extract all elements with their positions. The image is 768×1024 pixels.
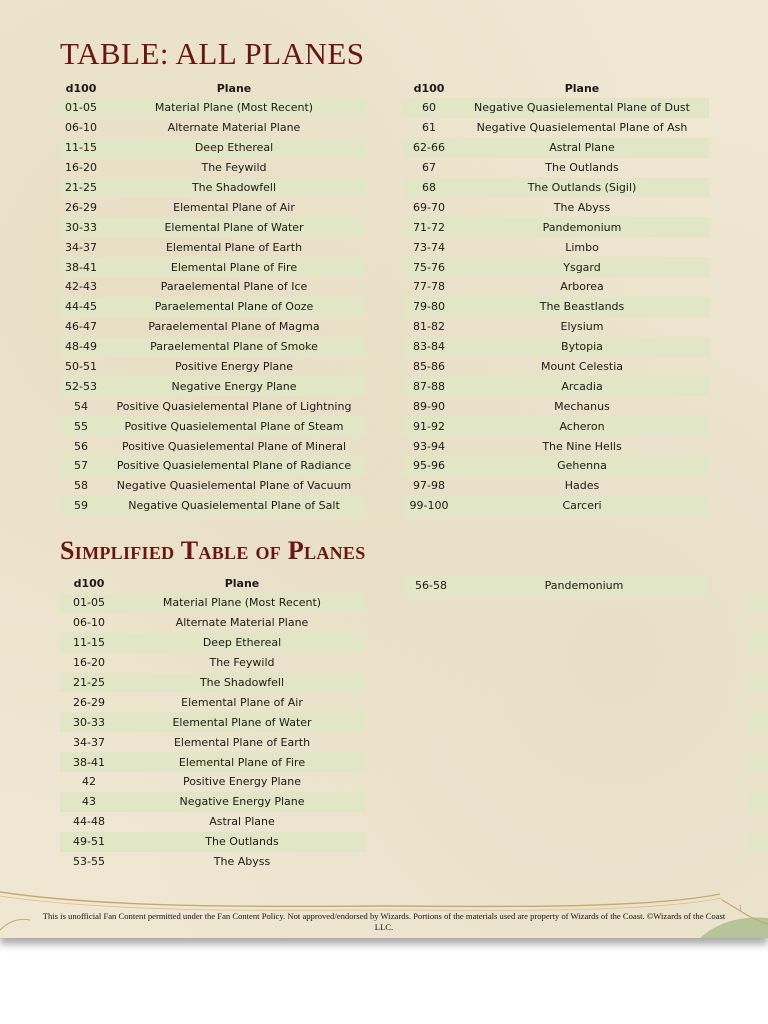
roll-range-cell: 60 [403,98,455,118]
plane-name-cell: Astral Plane [209,815,275,829]
table-row [403,118,709,138]
plane-name-cell: Pandemonium [459,576,709,596]
roll-range-cell: 16-20 [65,161,97,175]
roll-range-cell: 06-10 [65,121,97,135]
roll-range-cell: 83-84 [403,337,455,357]
plane-name-cell: Bytopia [455,337,709,357]
legal-footer-text: This is unofficial Fan Content permitted under the Fan Content Policy. Not approved/endorsed by Wizards. Portions of the materials used are property of Wizards of the Coast. ©Wizards of the Coast LLC. [42,911,726,932]
table-row [60,456,366,476]
shaded-row-edge [746,713,768,733]
plane-name-cell: Elemental Plane of Air [181,695,303,709]
table-row [403,576,709,596]
roll-range-cell: 42 [82,775,96,789]
table-row [403,237,709,257]
roll-range-cell: 75-76 [403,257,455,277]
roll-range-cell: 87-88 [403,376,455,396]
roll-range-cell: 85-86 [413,360,445,374]
roll-range-cell: 46-47 [65,320,97,334]
plane-name-cell: Elemental Plane of Water [118,712,366,732]
plane-name-cell: Elemental Plane of Fire [102,257,366,277]
table-row [60,436,366,456]
table-row [403,396,709,416]
roll-range-cell: 97-98 [413,479,445,493]
table-row [60,217,366,237]
plane-name-cell: Positive Quasielemental Plane of Mineral [121,439,347,453]
plane-name-cell: The Beastlands [455,297,709,317]
table-row [60,257,366,277]
plane-name-cell: Negative Quasielemental Plane of Vacuum [116,479,352,493]
plane-name-cell: Carceri [455,496,709,516]
table-row [60,593,366,613]
table-row [60,476,366,496]
plane-name-cell: The Outlands [545,161,619,175]
plane-name-cell: Gehenna [455,456,709,476]
roll-range-cell: 30-33 [60,217,102,237]
roll-range-cell: 06-10 [73,616,105,630]
plane-name-cell: Negative Energy Plane [102,376,366,396]
table-row [60,376,366,396]
table-row [60,692,366,712]
plane-name-cell: The Shadowfell [118,673,366,693]
roll-range-cell: 79-80 [403,297,455,317]
plane-name-cell: Elemental Plane of Water [102,217,366,237]
roll-range-cell: 26-29 [65,200,97,214]
simplified-planes-table-right [403,576,709,596]
table-row [60,178,366,198]
table-row [60,98,366,118]
plane-name-cell: Positive Quasielemental Plane of Radiance [102,456,366,476]
table-row [403,217,709,237]
plane-name-cell: Elemental Plane of Fire [118,752,366,772]
plane-name-cell: Ysgard [455,257,709,277]
roll-range-cell: 38-41 [60,257,102,277]
plane-name-cell: The Feywild [209,656,275,670]
plane-name-cell: Elemental Plane of Earth [173,735,311,749]
roll-range-cell: 73-74 [413,240,445,254]
roll-range-cell: 62-66 [403,138,455,158]
plane-name-cell: Alternate Material Plane [167,121,301,135]
roll-range-cell: 48-49 [60,337,102,357]
table-row [403,476,709,496]
plane-name-cell: Negative Quasielemental Plane of Salt [102,496,366,516]
shaded-row-edge [746,753,768,773]
page-number: 1 [738,903,743,913]
section-title-simplified: Simplified Table of Planes [60,536,366,565]
roll-range-cell: 71-72 [403,217,455,237]
table-row [403,416,709,436]
plane-name-cell: The Feywild [201,161,267,175]
table-row [60,416,366,436]
table-row [403,277,709,297]
plane-name-cell: Positive Quasielemental Plane of Lightning [116,399,352,413]
plane-name-cell: Material Plane (Most Recent) [102,98,366,118]
roll-range-cell: 99-100 [403,496,455,516]
roll-range-cell: 16-20 [73,656,105,670]
roll-range-cell: 68 [403,178,455,198]
plane-name-cell: Paraelemental Plane of Ice [160,280,308,294]
plane-name-cell: Elysium [560,320,604,334]
table-row [60,337,366,357]
table-row [60,852,366,872]
plane-name-cell: Mount Celestia [540,360,624,374]
table-row [60,317,366,337]
roll-range-cell: 34-37 [65,240,97,254]
table-row [403,297,709,317]
roll-range-cell: 57 [60,456,102,476]
plane-name-cell: Deep Ethereal [118,633,366,653]
table-row [403,436,709,456]
roll-column-header: d100 [65,81,97,95]
plane-name-cell: Elemental Plane of Earth [165,240,303,254]
table-row [403,496,709,516]
roll-range-cell: 61 [422,121,436,135]
table-row [60,772,366,792]
plane-name-cell: Paraelemental Plane of Ooze [102,297,366,317]
table-row [60,752,366,772]
roll-range-cell: 11-15 [60,138,102,158]
roll-range-cell: 26-29 [73,695,105,709]
plane-name-cell: Limbo [565,240,599,254]
plane-column-header: Plane [216,81,252,95]
simplified-planes-table [60,573,366,871]
roll-range-cell: 38-41 [60,752,118,772]
plane-name-cell: The Nine Hells [542,439,622,453]
table-row [60,118,366,138]
roll-range-cell: 49-51 [60,832,118,852]
table-row [60,832,366,852]
table-row [403,376,709,396]
table-row [403,158,709,178]
table-row [60,158,366,178]
plane-name-cell: Positive Energy Plane [174,360,294,374]
shaded-row-edge [746,633,768,653]
table-row [60,138,366,158]
roll-range-cell: 44-48 [73,815,105,829]
plane-name-cell: Arborea [560,280,604,294]
roll-range-cell: 81-82 [413,320,445,334]
roll-range-cell: 54 [74,399,88,413]
roll-range-cell: 11-15 [60,633,118,653]
roll-range-cell: 91-92 [403,416,455,436]
shaded-row-edge [746,673,768,693]
table-row [60,237,366,257]
table-row [60,396,366,416]
table-row [403,357,709,377]
plane-name-cell: Hades [564,479,600,493]
roll-range-cell: 69-70 [413,200,445,214]
roll-range-cell: 34-37 [73,735,105,749]
all-planes-table-right [403,78,709,516]
roll-range-cell: 52-53 [60,376,102,396]
table-row [60,297,366,317]
table-header-row [403,78,709,98]
roll-range-cell: 56-58 [403,576,459,596]
roll-range-cell: 01-05 [60,98,102,118]
page-title: TABLE: ALL PLANES [60,36,365,71]
roll-range-cell: 30-33 [60,712,118,732]
plane-name-cell: Alternate Material Plane [175,616,309,630]
plane-name-cell: Elemental Plane of Air [173,200,295,214]
roll-column-header: d100 [413,81,445,95]
roll-range-cell: 44-45 [60,297,102,317]
roll-range-cell: 93-94 [413,439,445,453]
plane-name-cell: The Abyss [213,855,271,869]
table-row [60,613,366,633]
roll-range-cell: 56 [74,439,88,453]
roll-range-cell: 21-25 [60,673,118,693]
table-row [403,98,709,118]
table-header-row [60,78,366,98]
all-planes-table-left [60,78,366,516]
plane-name-cell: Negative Energy Plane [118,792,366,812]
plane-name-cell: Negative Quasielemental Plane of Dust [455,98,709,118]
plane-name-cell: The Abyss [553,200,611,214]
plane-column-header: Plane [564,81,600,95]
plane-name-cell: Mechanus [554,399,610,413]
table-row [60,712,366,732]
plane-name-cell: The Outlands (Sigil) [455,178,709,198]
roll-range-cell: 21-25 [60,178,102,198]
shaded-row-edge [746,793,768,813]
shaded-row-edge [746,833,768,853]
roll-range-cell: 01-05 [60,593,118,613]
roll-range-cell: 77-78 [413,280,445,294]
table-row [403,456,709,476]
table-row [403,178,709,198]
table-row [60,357,366,377]
table-header-row [60,573,366,593]
roll-range-cell: 50-51 [65,360,97,374]
plane-name-cell: Positive Quasielemental Plane of Steam [102,416,366,436]
roll-range-cell: 95-96 [403,456,455,476]
plane-name-cell: Paraelemental Plane of Magma [148,320,320,334]
plane-name-cell: Acheron [455,416,709,436]
roll-range-cell: 67 [422,161,436,175]
table-row [60,732,366,752]
table-row [60,653,366,673]
roll-range-cell: 53-55 [73,855,105,869]
roll-range-cell: 58 [74,479,88,493]
roll-range-cell: 43 [60,792,118,812]
table-row [403,197,709,217]
table-row [60,277,366,297]
table-row [60,197,366,217]
table-row [403,317,709,337]
plane-name-cell: Arcadia [455,376,709,396]
roll-range-cell: 42-43 [65,280,97,294]
plane-name-cell: Astral Plane [455,138,709,158]
table-row [403,257,709,277]
table-row [403,138,709,158]
roll-column-header: d100 [73,576,105,590]
plane-name-cell: Deep Ethereal [102,138,366,158]
plane-name-cell: The Shadowfell [102,178,366,198]
plane-column-header: Plane [224,576,260,590]
plane-name-cell: Paraelemental Plane of Smoke [102,337,366,357]
roll-range-cell: 59 [60,496,102,516]
shaded-row-edge [746,593,768,613]
plane-name-cell: Negative Quasielemental Plane of Ash [476,121,688,135]
table-row [60,633,366,653]
table-row [60,496,366,516]
table-row [60,792,366,812]
table-row [60,673,366,693]
plane-name-cell: The Outlands [118,832,366,852]
table-row [60,812,366,832]
roll-range-cell: 55 [60,416,102,436]
plane-name-cell: Positive Energy Plane [182,775,302,789]
roll-range-cell: 89-90 [413,399,445,413]
table-row [403,337,709,357]
plane-name-cell: Pandemonium [455,217,709,237]
plane-name-cell: Material Plane (Most Recent) [118,593,366,613]
